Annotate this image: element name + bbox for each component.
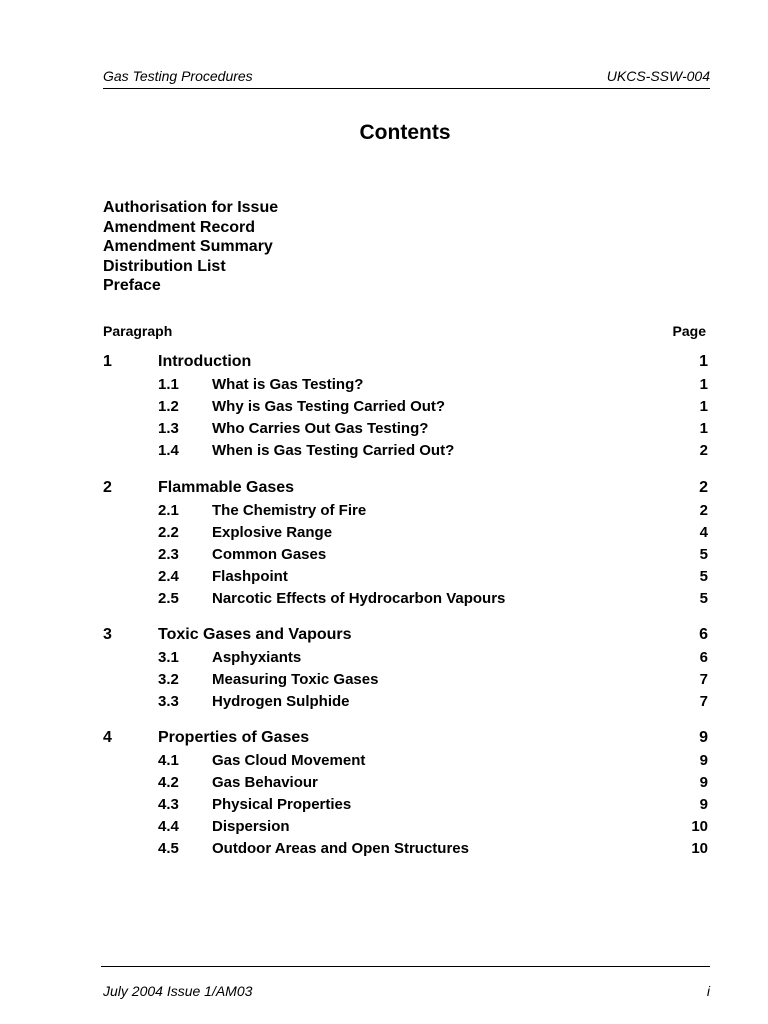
- entry-title: Dispersion: [212, 818, 290, 835]
- entry-number: 2.1: [158, 502, 179, 519]
- section-number: 2: [103, 479, 112, 496]
- entry-title: When is Gas Testing Carried Out?: [212, 442, 455, 459]
- toc-section-4: [103, 729, 708, 862]
- entry-title: What is Gas Testing?: [212, 376, 364, 393]
- entry-title: Narcotic Effects of Hydrocarbon Vapours: [212, 590, 506, 607]
- toc-entry[interactable]: [103, 442, 708, 464]
- page-header: [103, 66, 710, 89]
- page-number: 2: [699, 442, 708, 459]
- page-number: 7: [699, 693, 708, 710]
- front-matter-item[interactable]: Amendment Record: [103, 218, 256, 236]
- toc-section-1: [103, 353, 708, 464]
- toc-entry[interactable]: [103, 840, 708, 862]
- toc-entry[interactable]: [103, 376, 708, 398]
- page-folio: i: [706, 983, 710, 999]
- page-number: 1: [699, 376, 708, 393]
- page-number: 1: [699, 420, 708, 437]
- entry-title: Measuring Toxic Gases: [212, 671, 379, 688]
- section-title: Toxic Gases and Vapours: [158, 626, 352, 643]
- entry-number: 1.2: [158, 398, 179, 415]
- document-code: UKCS-SSW-004: [606, 68, 710, 84]
- page-number: 4: [699, 524, 708, 541]
- section-title: Introduction: [158, 353, 252, 370]
- toc-entry[interactable]: [103, 752, 708, 774]
- entry-title: Explosive Range: [212, 524, 333, 541]
- page-title: Contents: [359, 121, 451, 144]
- entry-number: 1.1: [158, 376, 179, 393]
- entry-number: 4.5: [158, 840, 179, 857]
- toc-entry[interactable]: [103, 568, 708, 590]
- page-column-label: Page: [672, 323, 706, 339]
- entry-title: Asphyxiants: [212, 649, 302, 666]
- entry-number: 4.4: [158, 818, 179, 835]
- toc-entry[interactable]: [103, 671, 708, 693]
- entry-number: 4.1: [158, 752, 179, 769]
- front-matter-item[interactable]: Distribution List: [103, 257, 226, 275]
- toc-entry[interactable]: [103, 420, 708, 442]
- front-matter-item[interactable]: Preface: [103, 277, 161, 294]
- toc-entry[interactable]: [103, 524, 708, 546]
- page-number: 9: [699, 729, 708, 746]
- page-number: 7: [699, 671, 708, 688]
- page-number: 10: [691, 818, 708, 835]
- entry-number: 4.2: [158, 774, 179, 791]
- entry-number: 3.2: [158, 671, 179, 688]
- page-number: 6: [699, 649, 708, 666]
- toc-entry[interactable]: [103, 398, 708, 420]
- page-number: 1: [699, 353, 708, 370]
- section-title: Flammable Gases: [158, 479, 295, 496]
- toc-entry[interactable]: [103, 818, 708, 840]
- front-matter-item[interactable]: Authorisation for Issue: [103, 199, 279, 216]
- page-number: 6: [699, 626, 708, 643]
- page-number: 2: [699, 502, 708, 519]
- toc-section-heading[interactable]: [103, 626, 708, 649]
- entry-title: Who Carries Out Gas Testing?: [212, 420, 429, 437]
- entry-title: Flashpoint: [212, 568, 288, 585]
- issue-date: July 2004 Issue 1/AM03: [103, 983, 253, 999]
- entry-title: Hydrogen Sulphide: [212, 693, 350, 710]
- entry-number: 4.3: [158, 796, 179, 813]
- entry-number: 2.5: [158, 590, 179, 607]
- toc-section-heading[interactable]: [103, 353, 708, 376]
- front-matter-list: [103, 198, 278, 296]
- toc-entry[interactable]: [103, 649, 708, 671]
- toc-section-3: [103, 626, 708, 715]
- entry-number: 2.3: [158, 546, 179, 563]
- entry-title: Gas Behaviour: [212, 774, 318, 791]
- entry-title: Outdoor Areas and Open Structures: [212, 840, 469, 857]
- section-number: 4: [103, 729, 112, 746]
- entry-title: The Chemistry of Fire: [212, 502, 367, 519]
- toc-entry[interactable]: [103, 590, 708, 612]
- entry-title: Common Gases: [212, 546, 327, 563]
- section-number: 1: [103, 353, 112, 370]
- entry-number: 3.1: [158, 649, 179, 666]
- toc-entry[interactable]: [103, 774, 708, 796]
- entry-title: Gas Cloud Movement: [212, 752, 366, 769]
- front-matter-item[interactable]: Amendment Summary: [103, 238, 273, 255]
- page-number: 5: [699, 546, 708, 563]
- entry-number: 2.4: [158, 568, 179, 585]
- section-number: 3: [103, 626, 112, 643]
- page-number: 5: [699, 568, 708, 585]
- entry-title: Physical Properties: [212, 796, 352, 813]
- entry-number: 1.3: [158, 420, 179, 437]
- toc-section-heading[interactable]: [103, 479, 708, 502]
- page-number: 2: [699, 479, 708, 496]
- section-title: Properties of Gases: [158, 729, 310, 746]
- page-number: 9: [699, 752, 708, 769]
- toc-entry[interactable]: [103, 502, 708, 524]
- entry-number: 3.3: [158, 693, 179, 710]
- page-number: 1: [699, 398, 708, 415]
- paragraph-column-label: Paragraph: [103, 323, 173, 339]
- page-footer: [101, 966, 710, 1001]
- page-number: 5: [699, 590, 708, 607]
- column-headings: [103, 323, 706, 339]
- toc-entry[interactable]: [103, 796, 708, 818]
- entry-title: Why is Gas Testing Carried Out?: [212, 398, 446, 415]
- toc-section-heading[interactable]: [103, 729, 708, 752]
- entry-number: 1.4: [158, 442, 179, 459]
- toc-entry[interactable]: [103, 693, 708, 715]
- page-number: 9: [699, 774, 708, 791]
- document-title: Gas Testing Procedures: [103, 68, 253, 84]
- page-number: 9: [699, 796, 708, 813]
- entry-number: 2.2: [158, 524, 179, 541]
- toc-section-2: [103, 479, 708, 612]
- toc-entry[interactable]: [103, 546, 708, 568]
- page-number: 10: [691, 840, 708, 857]
